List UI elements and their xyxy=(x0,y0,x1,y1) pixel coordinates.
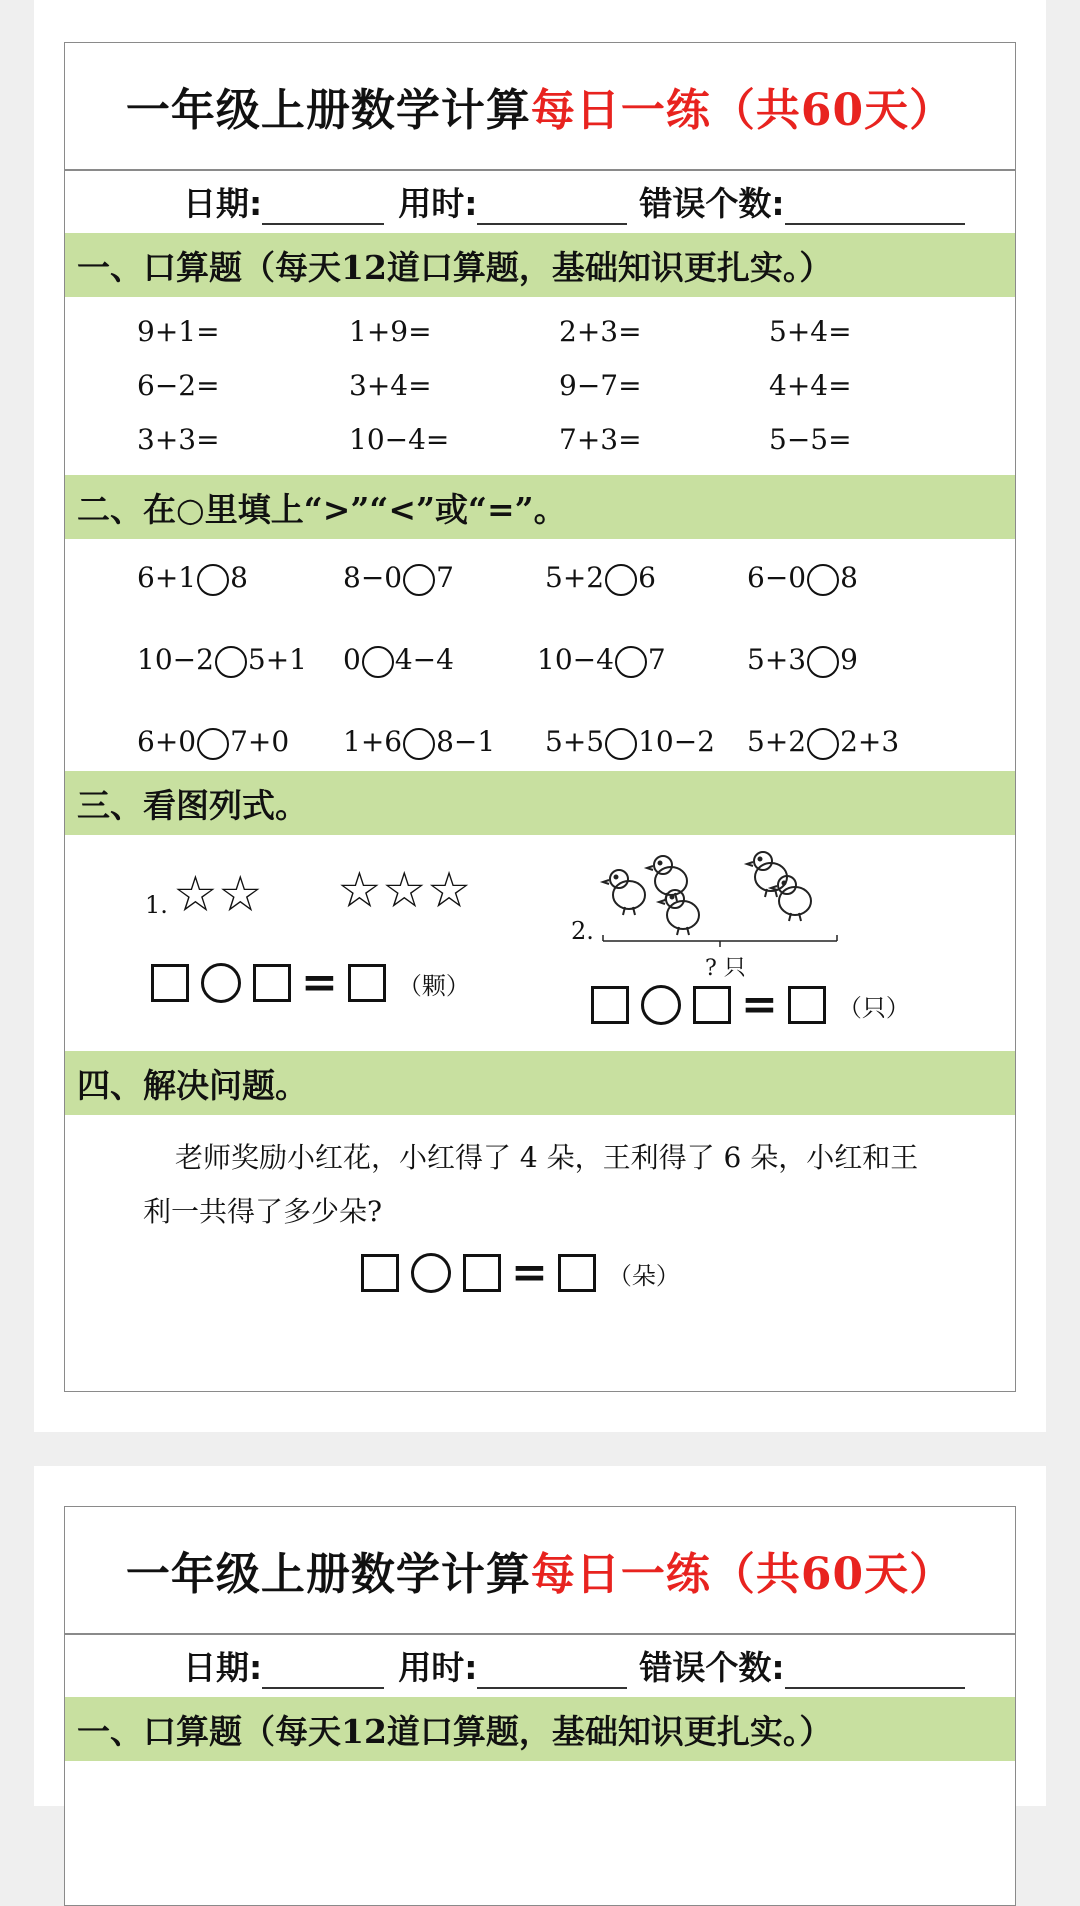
unit-label: （颗） xyxy=(397,971,470,1000)
compare-circle[interactable] xyxy=(807,564,839,596)
compare-right: 4−4 xyxy=(394,643,454,676)
compare-problem xyxy=(343,643,454,678)
compare-problem xyxy=(747,561,858,596)
answer-box[interactable] xyxy=(463,1254,501,1292)
equals-sign: = xyxy=(741,979,778,1030)
compare-left: 0 xyxy=(343,643,361,676)
compare-right: 7+0 xyxy=(230,725,290,758)
math-problem: 9+1= xyxy=(137,315,220,348)
equals-sign: = xyxy=(511,1247,548,1298)
worksheet-card-2 xyxy=(34,1466,1046,1806)
title-red: 每日一练（共60天） xyxy=(530,1549,955,1600)
compare-problem xyxy=(137,561,248,596)
chicks-illustration xyxy=(595,843,845,953)
compare-circle[interactable] xyxy=(807,646,839,678)
compare-circle[interactable] xyxy=(615,646,647,678)
operator-circle[interactable] xyxy=(201,963,241,1003)
unit-label: （只） xyxy=(837,993,910,1022)
worksheet-title xyxy=(65,1507,1015,1633)
compare-circle[interactable] xyxy=(807,728,839,760)
answer-box[interactable] xyxy=(151,964,189,1002)
compare-right: 2+3 xyxy=(840,725,900,758)
compare-right: 8 xyxy=(230,561,248,594)
time-blank[interactable] xyxy=(477,1659,627,1689)
word-problem-equation-row xyxy=(65,1239,1015,1319)
compare-left: 5+2 xyxy=(747,725,807,758)
compare-right: 9 xyxy=(840,643,858,676)
item-1-equation xyxy=(145,957,470,1008)
math-problem: 3+4= xyxy=(349,369,432,402)
answer-box[interactable] xyxy=(361,1254,399,1292)
answer-box[interactable] xyxy=(253,964,291,1002)
worksheet-title xyxy=(65,43,1015,169)
compare-left: 6+1 xyxy=(137,561,197,594)
compare-left: 5+5 xyxy=(545,725,605,758)
compare-right: 8 xyxy=(840,561,858,594)
time-label: 用时: xyxy=(398,1648,478,1687)
compare-circle[interactable] xyxy=(605,564,637,596)
item-2-equation xyxy=(585,979,910,1030)
compare-problem xyxy=(545,561,656,596)
date-blank[interactable] xyxy=(262,195,384,225)
worksheet xyxy=(64,42,1016,1392)
item-1-label: 1. xyxy=(145,891,168,919)
time-blank[interactable] xyxy=(477,195,627,225)
compare-right: 5+1 xyxy=(247,643,307,676)
section-3-heading: 三、看图列式。 xyxy=(65,771,1015,835)
unit-label: （朵） xyxy=(607,1261,680,1290)
picture-equation-area xyxy=(65,835,1015,1049)
date-label: 日期: xyxy=(183,1648,263,1687)
answer-box[interactable] xyxy=(693,986,731,1024)
title-black: 一年级上册数学计算 xyxy=(125,1549,531,1600)
math-problem: 7+3= xyxy=(559,423,642,456)
errors-blank[interactable] xyxy=(785,195,965,225)
compare-circle[interactable] xyxy=(215,646,247,678)
math-problem: 4+4= xyxy=(769,369,852,402)
compare-problem xyxy=(747,725,899,760)
chick-icon xyxy=(747,852,787,897)
word-problem-line: 利一共得了多少朵? xyxy=(143,1195,383,1228)
item-2-question: ? 只 xyxy=(705,956,746,981)
worksheet xyxy=(64,1506,1016,1906)
word-problem xyxy=(65,1115,1015,1239)
title-red: 每日一练（共60天） xyxy=(530,85,955,136)
compare-circle[interactable] xyxy=(403,728,435,760)
compare-left: 10−2 xyxy=(137,643,214,676)
chick-icon xyxy=(659,890,699,935)
compare-problem xyxy=(545,725,715,760)
star-group-left: ☆☆ xyxy=(173,865,263,923)
word-problem-line: 老师奖励小红花，小红得了 4 朵，王利得了 6 朵，小红和王 xyxy=(175,1141,919,1174)
math-problem: 3+3= xyxy=(137,423,220,456)
compare-left: 6+0 xyxy=(137,725,197,758)
worksheet-card-1 xyxy=(34,0,1046,1432)
meta-row xyxy=(65,1639,1015,1695)
date-label: 日期: xyxy=(183,184,263,223)
compare-problem xyxy=(137,725,289,760)
mental-math-grid xyxy=(65,297,1015,473)
compare-left: 1+6 xyxy=(343,725,403,758)
compare-grid xyxy=(65,539,1015,769)
answer-box[interactable] xyxy=(348,964,386,1002)
compare-right: 6 xyxy=(638,561,656,594)
compare-left: 10−4 xyxy=(537,643,614,676)
compare-problem xyxy=(343,561,454,596)
compare-left: 6−0 xyxy=(747,561,807,594)
chick-icon xyxy=(603,870,645,915)
compare-problem xyxy=(747,643,858,678)
operator-circle[interactable] xyxy=(641,985,681,1025)
time-label: 用时: xyxy=(398,184,478,223)
compare-circle[interactable] xyxy=(403,564,435,596)
compare-right: 7 xyxy=(647,643,666,676)
operator-circle[interactable] xyxy=(411,1253,451,1293)
answer-box[interactable] xyxy=(591,986,629,1024)
math-problem: 1+9= xyxy=(349,315,432,348)
title-divider xyxy=(65,1633,1015,1635)
compare-right: 7 xyxy=(436,561,454,594)
compare-circle[interactable] xyxy=(197,728,229,760)
equals-sign: = xyxy=(301,957,338,1008)
section-1-heading: 一、口算题（每天12道口算题，基础知识更扎实。） xyxy=(65,1697,1015,1761)
chick-icon xyxy=(771,876,811,921)
section-4-heading: 四、解决问题。 xyxy=(65,1051,1015,1115)
math-problem: 5+4= xyxy=(769,315,852,348)
compare-problem xyxy=(137,643,307,678)
word-problem-equation xyxy=(355,1247,680,1298)
compare-right: 8−1 xyxy=(436,725,496,758)
answer-box[interactable] xyxy=(558,1254,596,1292)
title-black: 一年级上册数学计算 xyxy=(125,85,531,136)
compare-problem xyxy=(343,725,495,760)
math-problem: 6−2= xyxy=(137,369,220,402)
date-blank[interactable] xyxy=(262,1659,384,1689)
star-group-right: ☆☆☆ xyxy=(337,861,472,919)
meta-row xyxy=(65,175,1015,231)
errors-label: 错误个数: xyxy=(639,1648,785,1687)
math-problem: 5−5= xyxy=(769,423,852,456)
compare-problem xyxy=(537,643,666,678)
compare-right: 10−2 xyxy=(638,725,715,758)
item-2-label: 2. xyxy=(571,917,594,945)
section-1-heading: 一、口算题（每天12道口算题，基础知识更扎实。） xyxy=(65,233,1015,297)
math-problem: 2+3= xyxy=(559,315,642,348)
math-problem: 9−7= xyxy=(559,369,642,402)
answer-box[interactable] xyxy=(788,986,826,1024)
compare-left: 5+2 xyxy=(545,561,605,594)
math-problem: 10−4= xyxy=(349,423,450,456)
compare-circle[interactable] xyxy=(605,728,637,760)
title-divider xyxy=(65,169,1015,171)
compare-circle[interactable] xyxy=(197,564,229,596)
compare-left: 8−0 xyxy=(343,561,403,594)
compare-left: 5+3 xyxy=(747,643,807,676)
section-2-heading: 二、在○里填上“>”“<”或“=”。 xyxy=(65,475,1015,539)
errors-blank[interactable] xyxy=(785,1659,965,1689)
compare-circle[interactable] xyxy=(362,646,394,678)
errors-label: 错误个数: xyxy=(639,184,785,223)
